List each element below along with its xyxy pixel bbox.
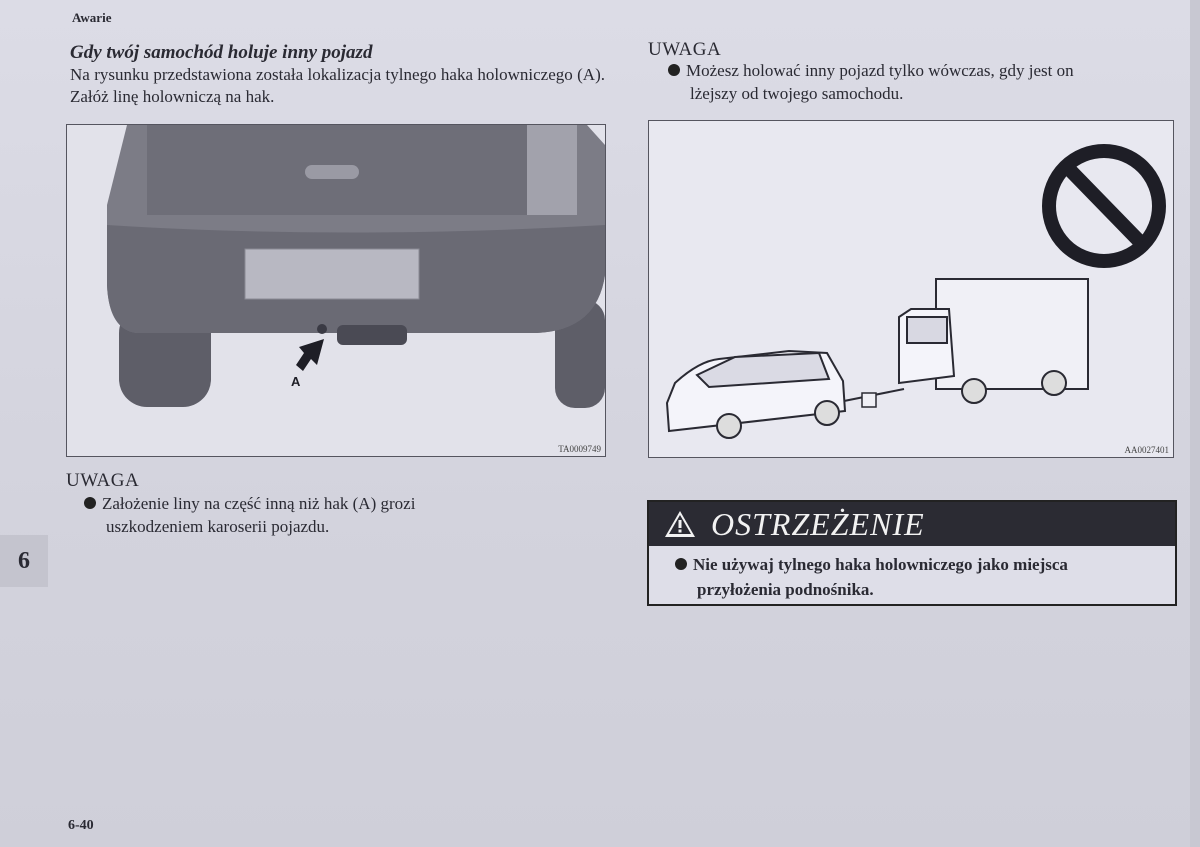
car-rear-illustration [67, 125, 605, 456]
warning-header [649, 502, 1175, 546]
figure-code-right: AA0027401 [1124, 445, 1169, 455]
section-heading: Gdy twój samochód holuje inny pojazd [70, 42, 373, 63]
tow-hook [317, 324, 327, 334]
tow-hook-figure [66, 124, 606, 457]
intro-paragraph: Na rysunku przedstawiona została lokalizacja tylnego haka holowniczego (A). Załóż linę holowniczą na hak. [70, 65, 605, 106]
warning-triangle-icon [663, 509, 697, 539]
warning-text-line1: Nie używaj tylnego haka holowniczego jako miejsca [693, 555, 1068, 574]
note-label: UWAGA [66, 470, 140, 491]
bullet-icon [84, 497, 96, 509]
page-number: 6-40 [68, 818, 94, 833]
note-text-line2: uszkodzeniem karoserii pojazdu. [106, 517, 330, 536]
note-text-line1: Założenie liny na część inną niż hak (A) grozi [102, 494, 416, 513]
bullet-icon [668, 64, 680, 76]
license-plate [245, 249, 419, 299]
warning-bullet [649, 546, 1175, 602]
figure-code: TA0009749 [558, 444, 601, 454]
warning-text-line2: przyłożenia podnośnika. [697, 580, 874, 599]
page-edge [1190, 0, 1200, 847]
warning-box [647, 500, 1177, 606]
bullet-icon [675, 558, 687, 570]
note-bullet-right [668, 59, 1178, 105]
note-label-right: UWAGA [648, 39, 722, 60]
note-text-line2: lżejszy od twojego samochodu. [690, 84, 904, 103]
towing-prohibited-figure [648, 120, 1174, 458]
callout-label-a: A [291, 374, 301, 389]
tailgate-handle [305, 165, 359, 179]
warning-title: OSTRZEŻENIE [711, 505, 925, 542]
section-header: Awarie [72, 10, 112, 25]
note-bullet [84, 492, 604, 538]
towing-illustration [649, 121, 1173, 457]
note-text-line1: Możesz holować inny pojazd tylko wówczas, gdy jest on [686, 61, 1074, 80]
chapter-tab: 6 [0, 535, 48, 587]
